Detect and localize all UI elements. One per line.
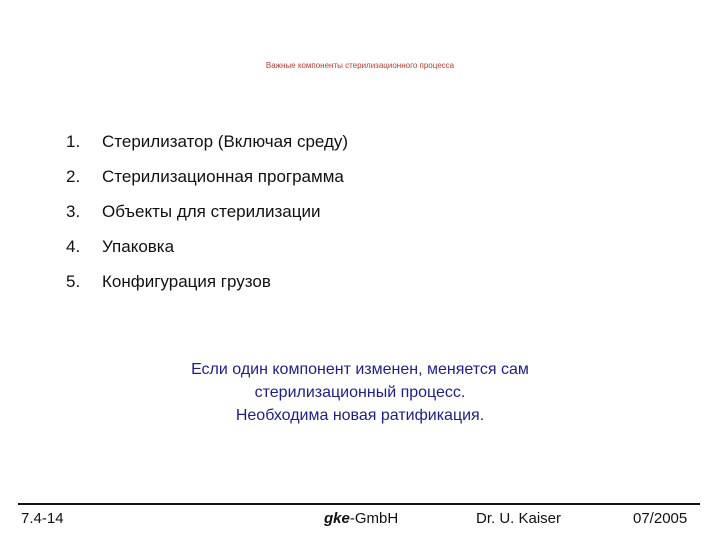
ratification-note bbox=[0, 358, 720, 427]
list-item-number: 1. bbox=[66, 132, 81, 151]
footer-divider bbox=[18, 503, 700, 505]
list-item bbox=[66, 132, 348, 167]
list-item bbox=[66, 237, 348, 272]
list-item-number: 4. bbox=[66, 237, 81, 256]
list-item bbox=[66, 167, 348, 202]
list-item-number: 2. bbox=[66, 167, 81, 186]
component-list bbox=[66, 132, 348, 307]
list-item-text: Стерилизационная программа bbox=[102, 167, 344, 186]
list-item-text: Упаковка bbox=[102, 237, 175, 256]
list-item-number: 5. bbox=[66, 272, 81, 291]
company-suffix: -GmbH bbox=[349, 510, 399, 527]
list-item-text: Объекты для стерилизации bbox=[102, 202, 321, 221]
note-line: Необходима новая ратификация. bbox=[235, 407, 485, 424]
list-item-number: 3. bbox=[66, 202, 81, 221]
note-line: Если один компонент изменен, меняется сам bbox=[191, 361, 529, 378]
company-name bbox=[324, 510, 398, 527]
list-item-text: Стерилизатор (Включая среду) bbox=[102, 132, 349, 151]
company-brand: gke bbox=[324, 510, 350, 527]
page-number: 7.4-14 bbox=[21, 510, 64, 527]
author-name: Dr. U. Kaiser bbox=[476, 510, 562, 527]
slide-date: 07/2005 bbox=[633, 510, 688, 527]
list-item-text: Конфигурация грузов bbox=[102, 272, 271, 291]
slide-title: Важные компоненты стерилизационного процесса bbox=[265, 61, 455, 70]
list-item bbox=[66, 202, 348, 237]
list-item bbox=[66, 272, 348, 307]
note-line: стерилизационный процесс. bbox=[254, 384, 466, 401]
